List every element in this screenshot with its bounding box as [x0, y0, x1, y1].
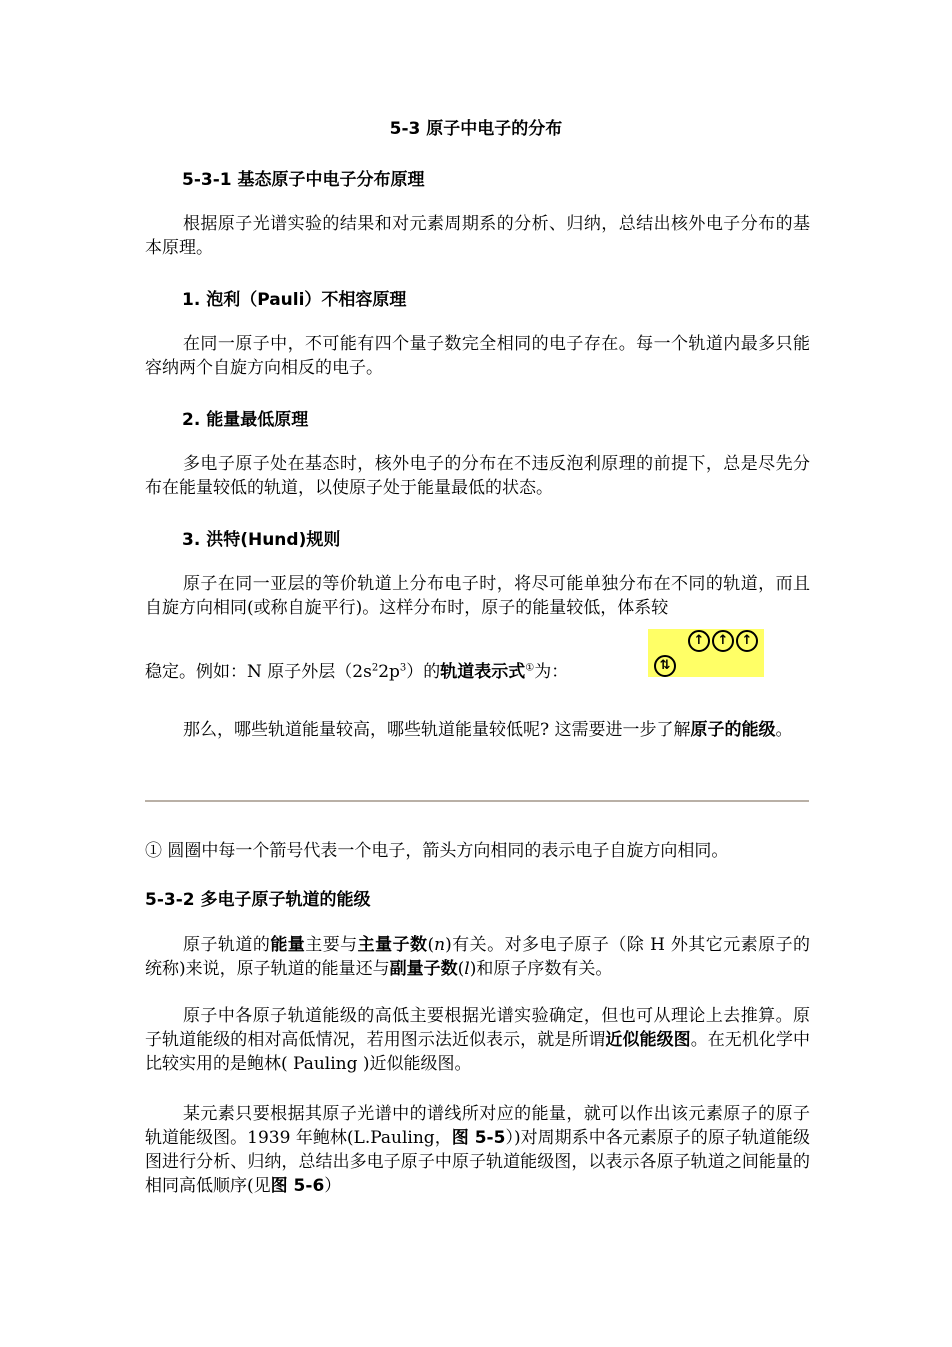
orbital-diagram	[648, 629, 764, 677]
para3-a: 某元素只要根据其原子光谱中的谱线所对应的能量，就可以作出该元素原子的原子轨道能级图。1939 年鲍林(L.Pauling，	[145, 1104, 810, 1148]
example-line	[145, 660, 645, 684]
principle-1-text: 在同一原子中，不可能有四个量子数完全相同的电子存在。每一个轨道内最多只能容纳两个自旋方向相反的电子。	[145, 334, 810, 378]
approximate-energy-diagram-term: 近似能级图	[605, 1030, 691, 1050]
orbital-2s-paired-icon: ⇅	[654, 655, 676, 677]
para1-e: (	[427, 935, 435, 955]
para3-c: ）)对周期系中各元素原子的原子轨道能级图进行分析、归纳，总结出多电子原子中原子轨道能级图，以表示各原子轨道之间能量的相同高低顺序(见	[145, 1128, 810, 1196]
energy-paragraph	[145, 933, 810, 981]
question-pre: 那么，哪些轨道能量较高，哪些轨道能量较低呢? 这需要进一步了解	[183, 720, 691, 740]
principle-2-heading: 2. 能量最低原理	[182, 410, 309, 430]
footnote: ① 圆圈中每一个箭号代表一个电子，箭头方向相同的表示电子自旋方向相同。	[145, 841, 729, 861]
figure-5-5-ref: 图 5-5	[451, 1128, 506, 1148]
subsection-heading-5-3-1: 5-3-1 基态原子中电子分布原理	[182, 170, 425, 190]
question-end: 。	[775, 720, 793, 740]
energy-diagram-paragraph	[145, 1004, 810, 1076]
example-mid: 2p	[378, 662, 400, 682]
orbital-2p-up-icon: ↑	[736, 630, 758, 652]
para2-a: 原子中各原子轨道能级的高低主要根据光谱实验确定，但也可从理论上去推算。原子轨道能级的相对高低情况，若用图示法近似表示，就是所谓	[145, 1006, 810, 1050]
pauling-paragraph	[145, 1102, 810, 1198]
symbol-n: n	[434, 935, 446, 955]
principle-2-text: 多电子原子处在基态时，核外电子的分布在不违反泡利原理的前提下，总是尽先分布在能量较低的轨道，以使原子处于能量最低的状态。	[145, 454, 810, 498]
orbital-2p-up-icon: ↑	[688, 630, 710, 652]
para1-a: 原子轨道的	[183, 935, 271, 955]
para3-e: ）	[324, 1176, 342, 1196]
intro-paragraph: 根据原子光谱实验的结果和对元素周期系的分析、归纳，总结出核外电子分布的基本原理。	[145, 214, 810, 258]
orbital-notation-term: 轨道表示式	[440, 662, 526, 682]
energy-term: 能量	[270, 935, 306, 955]
para1-f: )有关。对多电子原子（除 H 外其它元素原子的统称)来说，原子轨道的能量还与	[145, 935, 811, 979]
subsection-heading-5-3-2: 5-3-2 多电子原子轨道的能级	[145, 890, 371, 910]
para1-c: 主要与	[305, 935, 358, 955]
example-post: ）的	[406, 662, 441, 682]
superscript-2p: 3	[399, 662, 407, 674]
atomic-energy-level-term: 原子的能级	[690, 720, 776, 740]
para2-c: 。在无机化学中比较实用的是鲍林( Pauling )近似能级图。	[145, 1030, 811, 1074]
para1-i: )和原子序数有关。	[469, 959, 613, 979]
section-title: 5-3 原子中电子的分布	[389, 119, 563, 139]
principle-3-text: 原子在同一亚层的等价轨道上分布电子时，将尽可能单独分布在不同的轨道，而且自旋方向相同(或称自旋平行)。这样分布时，原子的能量较低，体系较	[145, 574, 810, 618]
footnote-divider	[145, 800, 809, 802]
superscript-2s: 2	[371, 662, 379, 674]
principle-1-heading: 1. 泡利（Pauli）不相容原理	[182, 290, 407, 310]
symbol-l: l	[464, 959, 470, 979]
principle-3-heading: 3. 洪特(Hund)规则	[182, 530, 341, 550]
figure-5-6-ref: 图 5-6	[270, 1176, 325, 1196]
principal-quantum-number-term: 主量子数	[357, 935, 428, 955]
question-paragraph	[145, 718, 810, 742]
angular-quantum-number-term: 副量子数	[389, 959, 458, 979]
orbital-2p-up-icon: ↑	[712, 630, 734, 652]
footnote-marker: ①	[525, 662, 535, 674]
example-pre: 稳定。例如：N 原子外层（2s	[145, 662, 372, 682]
example-end: 为：	[534, 662, 569, 682]
para1-h: (	[457, 959, 465, 979]
